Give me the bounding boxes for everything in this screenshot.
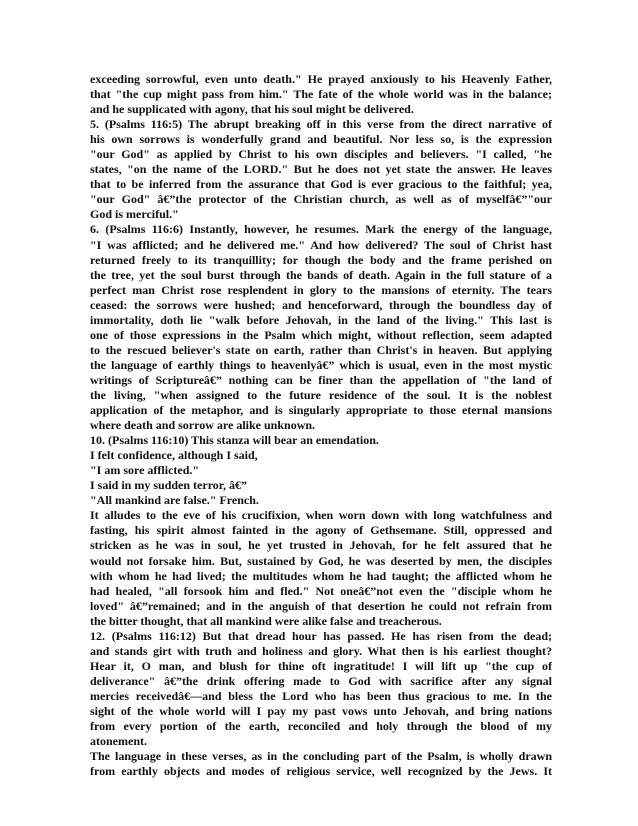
text-line: deliverance" â€”the drink offering made to God with sacrifice after any signal bbox=[90, 673, 552, 688]
text-line: immortality, doth lie "walk before Jehovah, in the land of the living." This last is bbox=[90, 312, 552, 327]
text-line: from earthly objects and modes of religious service, well recognized by the Jews. It bbox=[90, 764, 552, 779]
text-line: returned freely to its tranquillity; for though the body and the frame perished on bbox=[90, 252, 552, 267]
text-line: God is merciful." bbox=[90, 207, 179, 222]
text-line: "our God" as applied by Christ to his own disciples and believers. "I called, "he bbox=[90, 147, 552, 162]
text-line: that "the cup might pass from him." The fate of the whole world was in the balance; bbox=[90, 87, 552, 102]
text-line: the tree, yet the soul burst through the bands of death. Again in the full stature of a bbox=[90, 267, 552, 282]
text-line: "All mankind are false." French. bbox=[90, 493, 259, 508]
text-line: states, "on the name of the LORD." But he does not yet state the answer. He leaves bbox=[90, 162, 552, 177]
text-line: with whom he had lived; the multitudes whom he had taught; the afflicted whom he bbox=[90, 568, 552, 583]
text-line: 12. (Psalms 116:12) But that dread hour has passed. He has risen from the dead; bbox=[90, 628, 552, 643]
text-line: and he supplicated with agony, that his soul might be delivered. bbox=[90, 102, 414, 117]
text-line: 5. (Psalms 116:5) The abrupt breaking off in this verse from the direct narrative of bbox=[90, 117, 552, 132]
text-line: would not forsake him. But, sustained by God, he was deserted by men, the disciples bbox=[90, 553, 552, 568]
text-line: perfect man Christ rose resplendent in glory to the mansions of eternity. The tears bbox=[90, 282, 552, 297]
text-line: application of the metaphor, and is singularly appropriate to those eternal mansions bbox=[90, 403, 552, 418]
text-line: loved" â€”remained; and in the anguish of that desertion he could not refrain from bbox=[90, 598, 552, 613]
text-line: his own sorrows is wonderfully grand and beautiful. Nor less so, is the expression bbox=[90, 132, 552, 147]
text-line: and stands girt with truth and holiness and glory. What then is his earliest thought? bbox=[90, 643, 552, 658]
text-line: mercies receivedâ€—and bless the Lord who has been thus gracious to me. In the bbox=[90, 688, 552, 703]
text-line: I said in my sudden terror, â€” bbox=[90, 478, 248, 493]
text-line: "I am sore afflicted." bbox=[90, 463, 200, 478]
text-line: Hear it, O man, and blush for thine oft ingratitude! I will lift up "the cup of bbox=[90, 658, 552, 673]
text-line: "I was afflicted; and he delivered me." And how delivered? The soul of Christ hast bbox=[90, 237, 552, 252]
text-line: It alludes to the eve of his crucifixion, when worn down with long watchfulness and bbox=[90, 508, 552, 523]
text-line: the language of earthly things to heavenlyâ€” which is usual, even in the most mystic bbox=[90, 357, 552, 372]
text-line: one of those expressions in the Psalm which might, without reflection, seem adapted bbox=[90, 327, 552, 342]
text-line: the bitter thought, that all mankind were alike false and treacherous. bbox=[90, 613, 442, 628]
document-page bbox=[90, 72, 552, 779]
text-line: writings of Scriptureâ€” nothing can be finer than the appellation of "the land of bbox=[90, 372, 552, 387]
text-line: stricken as he was in soul, he yet trusted in Jehovah, for he felt assured that he bbox=[90, 538, 552, 553]
text-line: where death and sorrow are alike unknown. bbox=[90, 418, 316, 433]
text-line: The language in these verses, as in the concluding part of the Psalm, is wholly drawn bbox=[90, 749, 552, 764]
text-line: had healed, "all forsook him and fled." Not oneâ€”not even the "disciple whom he bbox=[90, 583, 552, 598]
text-line: to the rescued believer's state on earth, rather than Christ's in heaven. But applying bbox=[90, 342, 552, 357]
text-line: exceeding sorrowful, even unto death." He prayed anxiously to his Heavenly Father, bbox=[90, 72, 552, 86]
text-line: 10. (Psalms 116:10) This stanza will bear an emendation. bbox=[90, 433, 379, 448]
text-line: 6. (Psalms 116:6) Instantly, however, he resumes. Mark the energy of the language, bbox=[90, 222, 552, 237]
text-line: I felt confidence, although I said, bbox=[90, 448, 258, 463]
text-line: the living, "when assigned to the future residence of the soul. It is the noblest bbox=[90, 387, 552, 402]
text-line: that to be inferred from the assurance that God is ever gracious to the faithful; yea, bbox=[90, 177, 552, 192]
text-line: ceased: the sorrows were hushed; and henceforward, through the boundless day of bbox=[90, 297, 552, 312]
text-line: sight of the whole world will I pay my past vows unto Jehovah, and bring nations bbox=[90, 703, 552, 718]
text-line: from every portion of the earth, reconciled and holy through the blood of my bbox=[90, 719, 552, 734]
text-line: "our God" â€”the protector of the Christian church, as well as of myselfâ€”"our bbox=[90, 192, 552, 207]
text-line: atonement. bbox=[90, 734, 147, 749]
text-line: fasting, his spirit almost fainted in the agony of Gethsemane. Still, oppressed and bbox=[90, 523, 552, 538]
